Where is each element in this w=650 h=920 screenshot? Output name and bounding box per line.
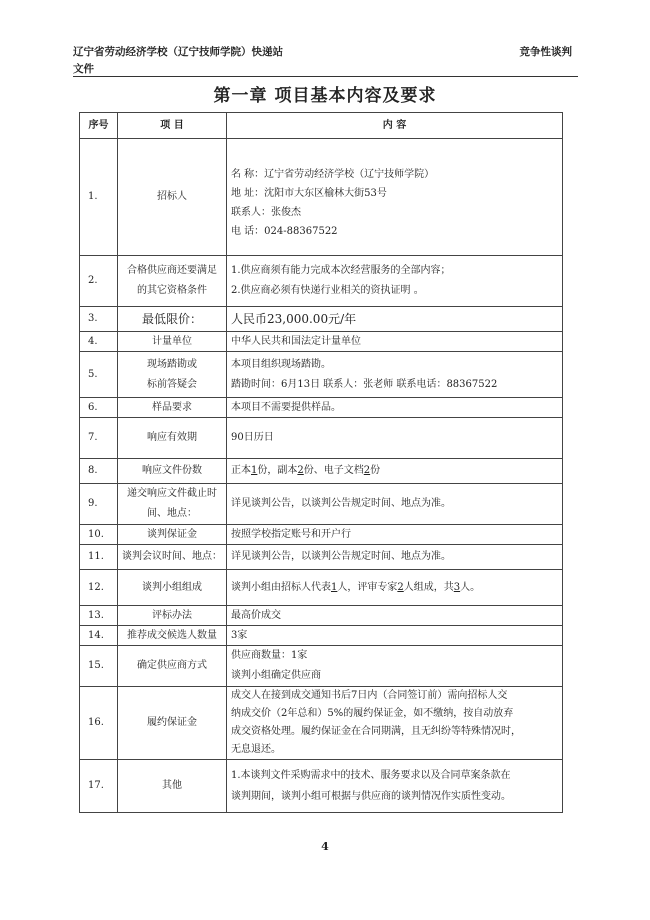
row-item: 谈判小组组成 (118, 570, 227, 606)
row-content-text: 人组成，共 (403, 581, 454, 593)
row-item-line: 现场踏勘或 (147, 358, 197, 370)
row-number: 3. (80, 307, 118, 332)
header-left-line1: 辽宁省劳动经济学校（辽宁技师学院）快递站 (73, 46, 283, 58)
row-item: 计量单位 (118, 332, 227, 352)
row-item: 最低限价： (118, 307, 227, 332)
row-content-line: 详见谈判公告，以谈判公告规定时间、地点为准。 (231, 551, 451, 562)
page-number: 4 (321, 840, 329, 853)
row-content-line: 最高价成交 (231, 609, 281, 621)
row-item-line: 标前答疑会 (147, 378, 197, 390)
row-content-line: 2.供应商必须有快递行业相关的资执证明 。 (231, 285, 424, 296)
row-number: 16. (80, 687, 118, 760)
row-content-text: 份 (370, 465, 381, 476)
row-content (227, 256, 563, 307)
row-number: 1. (80, 139, 118, 256)
row-content-line: 谈判期间，谈判小组可根据与供应商的谈判情况作实质性变动。 (231, 791, 511, 802)
row-number: 15. (80, 646, 118, 687)
table-row (80, 139, 563, 256)
header-left (73, 44, 333, 78)
table-row (80, 459, 563, 484)
row-number: 10. (80, 525, 118, 545)
table-row (80, 332, 563, 352)
row-content-text: 份、电子文档 (303, 465, 364, 476)
row-content-line: 中华人民共和国法定计量单位 (231, 335, 361, 347)
row-content-text: 人。 (460, 581, 481, 593)
row-item: 样品要求 (118, 398, 227, 418)
row-content (227, 398, 563, 418)
row-content-line: 1.供应商须有能力完成本次经营服务的全部内容； (231, 265, 451, 276)
row-content-value: 2 (363, 465, 371, 476)
table-row (80, 484, 563, 525)
row-item (118, 352, 227, 398)
row-content (227, 626, 563, 646)
row-content-line: 90日历日 (231, 432, 274, 443)
row-number: 17. (80, 760, 118, 813)
row-number: 8. (80, 459, 118, 484)
row-content-line: 纳成交价（2年总和）5%的履约保证金，如不缴纳，按自动放弃 (231, 708, 514, 719)
requirements-table (79, 112, 563, 813)
row-item-line: 间、地点： (147, 508, 197, 519)
row-number: 12. (80, 570, 118, 606)
row-content-text: 正本 (231, 465, 251, 476)
row-content-line: 1.本谈判文件采购需求中的技术、服务要求以及合同草案条款在 (231, 770, 511, 781)
row-content (227, 646, 563, 687)
table-header-row (80, 113, 563, 139)
row-content-value: 1 (331, 581, 338, 593)
row-item-line: 合格供应商还要满足 (127, 265, 217, 276)
row-content (227, 606, 563, 626)
table-row (80, 256, 563, 307)
row-number: 7. (80, 418, 118, 459)
row-item: 评标办法 (118, 606, 227, 626)
row-content (227, 484, 563, 525)
row-content-value: 3 (453, 581, 461, 593)
row-item: 谈判保证金 (118, 525, 227, 545)
table-row (80, 606, 563, 626)
row-content (227, 139, 563, 256)
row-item: 谈判会议时间、地点： (118, 545, 227, 570)
row-item: 响应有效期 (118, 418, 227, 459)
row-content (227, 352, 563, 398)
row-content-line: 地 址：沈阳市大东区榆林大街53号 (231, 188, 387, 199)
row-number: 4. (80, 332, 118, 352)
table-row (80, 545, 563, 570)
row-content (227, 459, 563, 484)
row-number: 2. (80, 256, 118, 307)
row-item (118, 484, 227, 525)
row-content-text: 份，副本 (257, 465, 298, 476)
row-content-text: 人，评审专家 (337, 581, 398, 593)
row-number: 6. (80, 398, 118, 418)
row-content-line: 供应商数量：1家 (231, 650, 308, 661)
row-content (227, 332, 563, 352)
row-content-value: 2 (297, 465, 304, 476)
row-item: 响应文件份数 (118, 459, 227, 484)
header-content: 内 容 (227, 113, 563, 139)
row-content (227, 570, 563, 606)
header-divider (73, 76, 578, 77)
row-content-text: 谈判小组由招标人代表 (231, 581, 331, 593)
row-item: 推荐成交候选人数量 (118, 626, 227, 646)
header-right: 竞争性谈判 (519, 46, 572, 58)
row-content-line: 踏勘时间：6月13日 联系人：张老师 联系电话：88367522 (231, 378, 498, 390)
row-content-value: 1 (251, 465, 258, 476)
table-row (80, 687, 563, 760)
row-item: 履约保证金 (118, 687, 227, 760)
row-content (227, 545, 563, 570)
row-number: 9. (80, 484, 118, 525)
row-content-line: 详见谈判公告，以谈判公告规定时间、地点为准。 (231, 498, 451, 509)
row-item-line: 的其它资格条件 (137, 285, 207, 296)
row-content (227, 687, 563, 760)
row-item-line: 递交响应文件截止时 (127, 488, 217, 499)
row-content-line: 电 话：024-88367522 (231, 226, 338, 237)
row-number: 13. (80, 606, 118, 626)
row-item: 其他 (118, 760, 227, 813)
row-content-line: 按照学校指定账号和开户行 (231, 528, 351, 540)
row-content (227, 525, 563, 545)
row-number: 14. (80, 626, 118, 646)
row-item (118, 256, 227, 307)
header-left-line2: 文件 (73, 63, 94, 75)
row-number: 11. (80, 545, 118, 570)
table-row (80, 352, 563, 398)
row-content-line: 谈判小组确定供应商 (231, 670, 321, 681)
table-row (80, 418, 563, 459)
table-row (80, 398, 563, 418)
row-content (227, 307, 563, 332)
header-item: 项 目 (118, 113, 227, 139)
row-content (227, 760, 563, 813)
table-row (80, 525, 563, 545)
table-row (80, 570, 563, 606)
table-row (80, 626, 563, 646)
row-content-line: 本项目组织现场踏勘。 (231, 358, 331, 370)
row-content-line: 无息退还。 (231, 744, 281, 755)
row-content-line: 人民币23,000.00元/年 (231, 312, 357, 326)
row-content-line: 3家 (231, 629, 248, 641)
table-row (80, 307, 563, 332)
row-content-line: 成交资格处理。履约保证金在合同期满，且无纠纷等特殊情况时， (231, 726, 521, 737)
page-title: 第一章 项目基本内容及要求 (213, 86, 437, 106)
header-no: 序号 (80, 113, 118, 139)
row-item: 确定供应商方式 (118, 646, 227, 687)
row-content (227, 418, 563, 459)
row-number: 5. (80, 352, 118, 398)
row-content-line: 成交人在接到成交通知书后7日内（合同签订前）需向招标人交 (231, 690, 508, 701)
row-content-value: 2 (397, 581, 404, 593)
row-content-line: 联系人：张俊杰 (231, 207, 301, 218)
row-item: 招标人 (118, 139, 227, 256)
table-row (80, 760, 563, 813)
table-row (80, 646, 563, 687)
row-content-line: 本项目不需要提供样品。 (231, 401, 341, 413)
row-content-line: 名 称：辽宁省劳动经济学校（辽宁技师学院） (231, 169, 435, 180)
